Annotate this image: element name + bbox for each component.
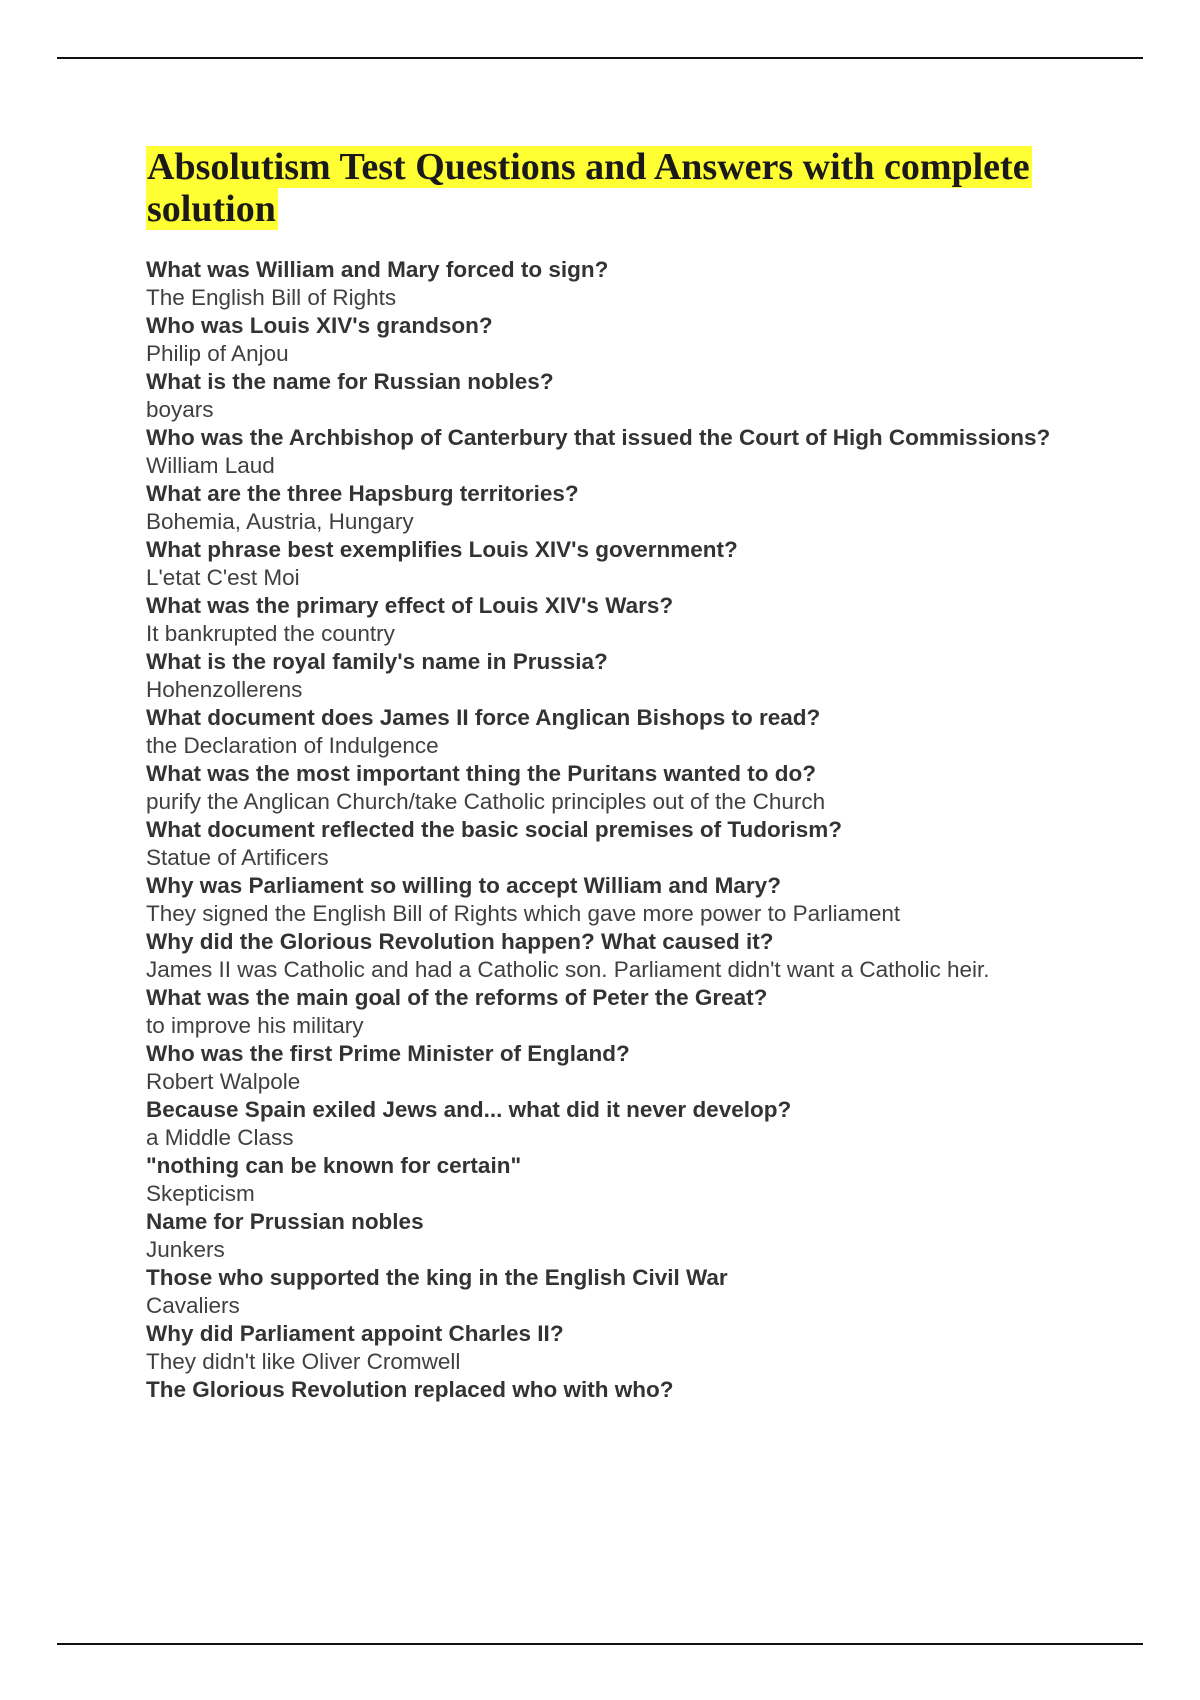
- qa-item: [146, 1152, 1126, 1208]
- answer-text: a Middle Class: [146, 1125, 294, 1150]
- qa-item: [146, 256, 1126, 312]
- answer-text: William Laud: [146, 453, 275, 478]
- qa-list: [146, 256, 1126, 1404]
- answer-text: They signed the English Bill of Rights which gave more power to Parliament: [146, 901, 901, 926]
- question-text: What was the primary effect of Louis XIV's Wars?: [146, 593, 674, 618]
- top-rule: [57, 57, 1143, 59]
- question-text: "nothing can be known for certain": [146, 1153, 522, 1178]
- qa-item: [146, 984, 1126, 1040]
- question-text: What was the main goal of the reforms of Peter the Great?: [146, 985, 768, 1010]
- qa-item: [146, 424, 1126, 480]
- document-title-text: Absolutism Test Questions and Answers with complete solution: [147, 146, 1030, 230]
- qa-item: [146, 816, 1126, 872]
- question-text: Who was Louis XIV's grandson?: [146, 313, 493, 338]
- answer-text: Statue of Artificers: [146, 845, 329, 870]
- question-text: Name for Prussian nobles: [146, 1209, 424, 1234]
- answer-text: Bohemia, Austria, Hungary: [146, 509, 414, 534]
- question-text: What phrase best exemplifies Louis XIV's government?: [146, 537, 738, 562]
- qa-item: [146, 312, 1126, 368]
- answer-text: purify the Anglican Church/take Catholic principles out of the Church: [146, 789, 826, 814]
- question-text: Because Spain exiled Jews and... what did it never develop?: [146, 1097, 792, 1122]
- qa-item: [146, 928, 1126, 984]
- question-text: Why did Parliament appoint Charles II?: [146, 1321, 564, 1346]
- qa-item: [146, 1096, 1126, 1152]
- qa-item: [146, 592, 1126, 648]
- answer-text: Skepticism: [146, 1181, 255, 1206]
- qa-item: [146, 1208, 1126, 1264]
- qa-item: [146, 1376, 1126, 1404]
- answer-text: Robert Walpole: [146, 1069, 301, 1094]
- question-text: What is the name for Russian nobles?: [146, 369, 554, 394]
- answer-text: Junkers: [146, 1237, 225, 1262]
- qa-item: [146, 648, 1126, 704]
- answer-text: They didn't like Oliver Cromwell: [146, 1349, 461, 1374]
- bottom-rule: [57, 1643, 1143, 1645]
- document-title: [146, 146, 1126, 230]
- question-text: Why was Parliament so willing to accept William and Mary?: [146, 873, 781, 898]
- qa-item: [146, 760, 1126, 816]
- qa-item: [146, 872, 1126, 928]
- answer-text: It bankrupted the country: [146, 621, 395, 646]
- qa-item: [146, 368, 1126, 424]
- qa-item: [146, 536, 1126, 592]
- question-text: What document reflected the basic social premises of Tudorism?: [146, 817, 842, 842]
- answer-text: to improve his military: [146, 1013, 364, 1038]
- question-text: Who was the Archbishop of Canterbury that issued the Court of High Commissions?: [146, 425, 1051, 450]
- question-text: Why did the Glorious Revolution happen? What caused it?: [146, 929, 774, 954]
- answer-text: Hohenzollerens: [146, 677, 303, 702]
- answer-text: L'etat C'est Moi: [146, 565, 300, 590]
- question-text: The Glorious Revolution replaced who with who?: [146, 1377, 674, 1402]
- question-text: What was William and Mary forced to sign?: [146, 257, 609, 282]
- question-text: Who was the first Prime Minister of England?: [146, 1041, 630, 1066]
- answer-text: James II was Catholic and had a Catholic son. Parliament didn't want a Catholic heir.: [146, 957, 990, 982]
- answer-text: boyars: [146, 397, 214, 422]
- question-text: What is the royal family's name in Prussia?: [146, 649, 608, 674]
- question-text: What document does James II force Anglican Bishops to read?: [146, 705, 821, 730]
- qa-item: [146, 1264, 1126, 1320]
- qa-item: [146, 480, 1126, 536]
- qa-item: [146, 1320, 1126, 1376]
- question-text: What are the three Hapsburg territories?: [146, 481, 579, 506]
- question-text: Those who supported the king in the English Civil War: [146, 1265, 728, 1290]
- answer-text: The English Bill of Rights: [146, 285, 397, 310]
- answer-text: Philip of Anjou: [146, 341, 289, 366]
- answer-text: the Declaration of Indulgence: [146, 733, 439, 758]
- question-text: What was the most important thing the Puritans wanted to do?: [146, 761, 817, 786]
- qa-item: [146, 704, 1126, 760]
- qa-item: [146, 1040, 1126, 1096]
- document-body: [146, 146, 1126, 1404]
- answer-text: Cavaliers: [146, 1293, 240, 1318]
